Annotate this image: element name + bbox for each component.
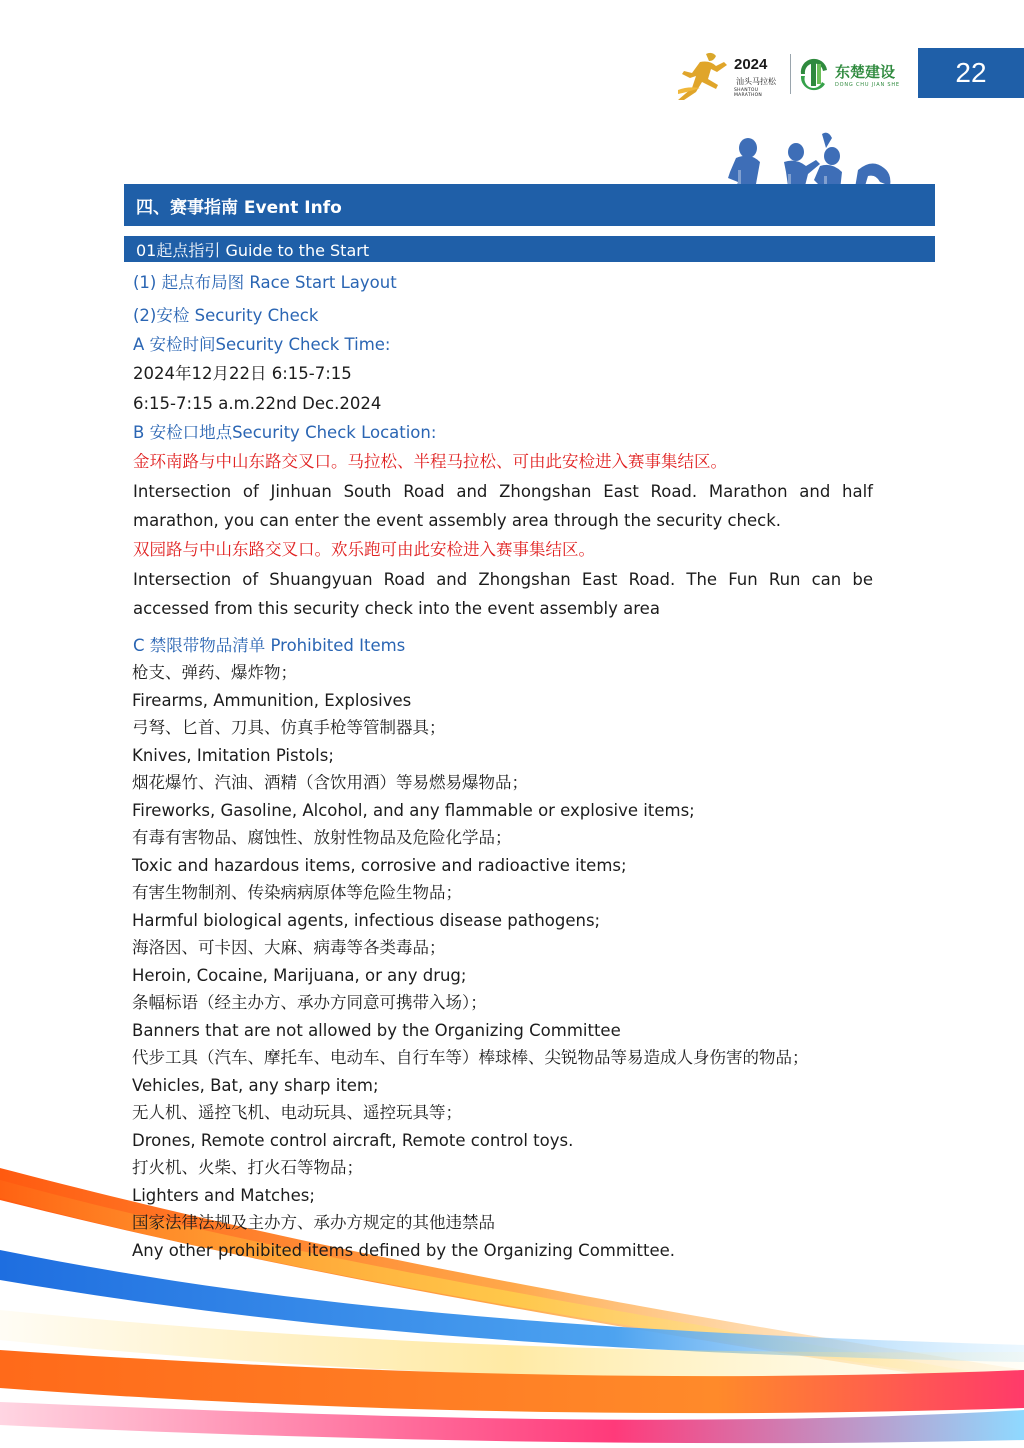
check-time-heading: A 安检时间Security Check Time: (133, 335, 391, 354)
location2-cn: 双园路与中山东路交叉口。欢乐跑可由此安检进入赛事集结区。 (133, 540, 595, 559)
prohibited-item-cn: 打火机、火柴、打火石等物品； (132, 1158, 363, 1177)
sponsor-logo (797, 54, 900, 94)
prohibited-item-cn: 条幅标语（经主办方、承办方同意可携带入场）； (132, 993, 487, 1012)
marathon-logo-en: SHANTOU MARATHON (734, 88, 763, 98)
prohibited-item-en: Heroin, Cocaine, Marijuana, or any drug; (132, 966, 467, 985)
marathon-logo-cn: 汕头马拉松 (736, 77, 776, 86)
check-time-en: 6:15-7:15 a.m.22nd Dec.2024 (133, 394, 382, 413)
location-heading: B 安检口地点Security Check Location: (133, 423, 437, 442)
prohibited-item-cn: 弓弩、匕首、刀具、仿真手枪等管制器具； (132, 718, 446, 737)
prohibited-item-cn: 无人机、遥控飞机、电动玩具、遥控玩具等； (132, 1103, 462, 1122)
prohibited-item-en: Vehicles, Bat, any sharp item; (132, 1076, 379, 1095)
prohibited-item-en: Drones, Remote control aircraft, Remote control toys. (132, 1131, 574, 1150)
logo-divider (790, 54, 791, 94)
prohibited-item-en: Lighters and Matches; (132, 1186, 315, 1205)
prohibited-item-en: Fireworks, Gasoline, Alcohol, and any flammable or explosive items; (132, 801, 695, 820)
header-logos (676, 46, 900, 102)
prohibited-item-en: Any other prohibited items defined by the Organizing Committee. (132, 1241, 676, 1260)
prohibited-item-cn: 有害生物制剂、传染病病原体等危险生物品； (132, 883, 462, 902)
section-title: 四、赛事指南 Event Info (136, 197, 342, 218)
check-time-cn: 2024年12月22日 6:15-7:15 (133, 364, 352, 383)
location2-en: Intersection of Shuangyuan Road and Zhongshan East Road. The Fun Run can be accessed from this security check into the event assembly area (133, 570, 873, 618)
prohibited-item-cn: 烟花爆竹、汽油、酒精（含饮用酒）等易燃易爆物品； (132, 773, 528, 792)
race-start-layout-heading: (1) 起点布局图 Race Start Layout (133, 273, 397, 292)
prohibited-item-cn: 代步工具（汽车、摩托车、电动车、自行车等）棒球棒、尖锐物品等易造成人身伤害的物品； (132, 1048, 809, 1067)
prohibited-item-en: Banners that are not allowed by the Organizing Committee (132, 1021, 621, 1040)
sponsor-logo-en: DONG CHU JIAN SHE (835, 81, 900, 88)
marathon-logo-year: 2024 (734, 56, 768, 73)
running-man-logo-icon (676, 50, 736, 102)
dongchu-logo-icon (797, 54, 831, 94)
prohibited-item-en: Toxic and hazardous items, corrosive and radioactive items; (132, 856, 627, 875)
section-title-bar (124, 184, 935, 226)
prohibited-item-en: Knives, Imitation Pistols; (132, 746, 334, 765)
subsection-title: 01起点指引 Guide to the Start (136, 240, 370, 260)
prohibited-item-cn: 海洛因、可卡因、大麻、病毒等各类毒品； (132, 938, 446, 957)
prohibited-item-cn: 枪支、弹药、爆炸物； (132, 663, 297, 682)
prohibited-heading: C 禁限带物品清单 Prohibited Items (133, 636, 406, 655)
security-check-heading: (2)安检 Security Check (133, 306, 319, 325)
location1-cn: 金环南路与中山东路交叉口。马拉松、半程马拉松、可由此安检进入赛事集结区。 (133, 452, 727, 471)
location1-en: Intersection of Jinhuan South Road and Zhongshan East Road. Marathon and half marathon, you can enter the event assembly area through the security check. (133, 482, 873, 530)
prohibited-item-en: Harmful biological agents, infectious disease pathogens; (132, 911, 601, 930)
prohibited-item-en: Firearms, Ammunition, Explosives (132, 691, 412, 710)
ribbon-decoration (0, 1140, 1024, 1448)
prohibited-item-cn: 有毒有害物品、腐蚀性、放射性物品及危险化学品； (132, 828, 512, 847)
prohibited-item-cn: 国家法律法规及主办方、承办方规定的其他违禁品 (132, 1213, 495, 1232)
sponsor-logo-cn: 东楚建设 (835, 62, 896, 81)
subsection-title-bar (124, 236, 935, 262)
page-number: 22 (918, 48, 1024, 98)
marathon-logo (676, 46, 788, 102)
